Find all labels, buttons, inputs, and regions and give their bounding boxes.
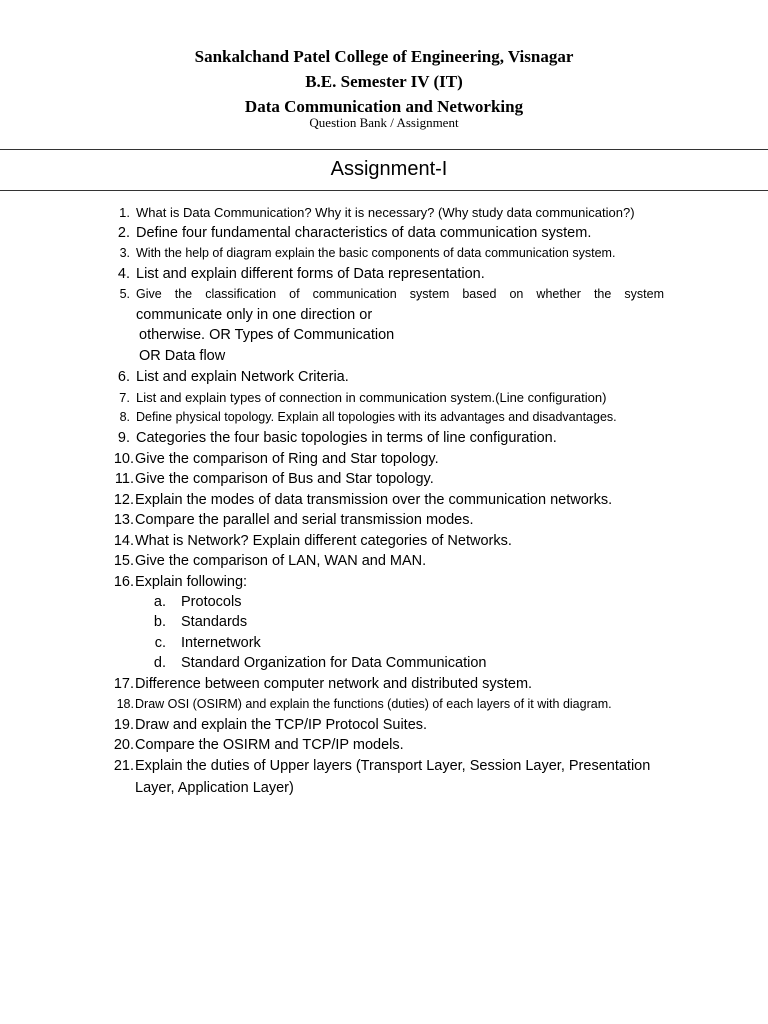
- question-text: Categories the four basic topologies in terms of line configuration.: [136, 430, 557, 446]
- subject-title: Data Communication and Networking: [244, 97, 524, 116]
- question-continuation: otherwise. OR Types of Communication: [139, 327, 395, 343]
- question-number: 18.: [116, 697, 134, 711]
- question-text: Give the comparison of Ring and Star topology.: [135, 451, 439, 467]
- question-text: Explain the duties of Upper layers (Transport Layer, Session Layer, Presentation: [135, 758, 651, 774]
- question-number: 17.: [113, 676, 134, 692]
- assignment-title: Assignment-I: [330, 158, 448, 180]
- question-number: 19.: [113, 717, 134, 733]
- college-name: Sankalchand Patel College of Engineering, Visnagar: [194, 47, 574, 66]
- question-text: With the help of diagram explain the basic components of data communication system.: [136, 246, 616, 260]
- question-text: Compare the OSIRM and TCP/IP models.: [135, 737, 404, 753]
- question-number: 15.: [113, 553, 134, 569]
- sub-item-text: Internetwork: [181, 635, 261, 651]
- question-text: Define four fundamental characteristics of data communication system.: [136, 225, 592, 241]
- question-number: 6.: [117, 369, 130, 385]
- question-number: 20.: [113, 737, 134, 753]
- question-text: Give the classification of communication system based on whether the system: [136, 287, 664, 301]
- question-number: 14.: [113, 533, 134, 549]
- question-number: 5.: [119, 287, 130, 301]
- question-text: List and explain different forms of Data representation.: [136, 266, 485, 282]
- question-number: 13.: [113, 512, 134, 528]
- question-text: What is Network? Explain different categories of Networks.: [135, 533, 512, 549]
- sub-item-letter: a.: [153, 594, 166, 610]
- question-continuation: Layer, Application Layer): [135, 780, 294, 796]
- question-text: Explain following:: [135, 574, 248, 590]
- question-number: 16.: [113, 574, 134, 590]
- document-type: Question Bank / Assignment: [309, 115, 459, 130]
- question-number: 3.: [119, 246, 130, 260]
- question-text: What is Data Communication? Why it is necessary? (Why study data communication?): [136, 205, 635, 220]
- question-number: 8.: [119, 410, 130, 424]
- question-text: List and explain types of connection in communication system.(Line configuration): [136, 390, 607, 405]
- question-text: Define physical topology. Explain all topologies with its advantages and disadvantages.: [136, 410, 617, 424]
- question-text: Explain the modes of data transmission over the communication networks.: [135, 492, 613, 508]
- question-number: 1.: [119, 205, 130, 220]
- question-continuation: communicate only in one direction or: [136, 307, 373, 323]
- sub-item-letter: d.: [153, 655, 166, 671]
- question-number: 21.: [113, 758, 134, 774]
- sub-item-letter: b.: [153, 614, 166, 630]
- question-text: Draw OSI (OSIRM) and explain the functions (duties) of each layers of it with diagram.: [135, 697, 612, 711]
- question-continuation: OR Data flow: [139, 348, 226, 364]
- question-text: Give the comparison of LAN, WAN and MAN.: [135, 553, 427, 569]
- question-text: List and explain Network Criteria.: [136, 369, 349, 385]
- sub-item-text: Standard Organization for Data Communication: [181, 655, 487, 671]
- sub-item-letter: c.: [154, 635, 166, 651]
- question-number: 12.: [113, 492, 134, 508]
- question-number: 11.: [114, 471, 134, 487]
- question-number: 7.: [119, 390, 130, 405]
- question-number: 10.: [113, 451, 134, 467]
- question-number: 2.: [117, 225, 130, 241]
- question-text: Give the comparison of Bus and Star topology.: [135, 471, 434, 487]
- semester-label: B.E. Semester IV (IT): [305, 72, 463, 91]
- question-text: Difference between computer network and distributed system.: [135, 676, 533, 692]
- sub-item-text: Standards: [181, 614, 248, 630]
- sub-item-text: Protocols: [181, 594, 242, 610]
- question-text: Compare the parallel and serial transmission modes.: [135, 512, 474, 528]
- question-number: 9.: [117, 430, 130, 446]
- question-number: 4.: [117, 266, 130, 282]
- question-text: Draw and explain the TCP/IP Protocol Suites.: [135, 717, 428, 733]
